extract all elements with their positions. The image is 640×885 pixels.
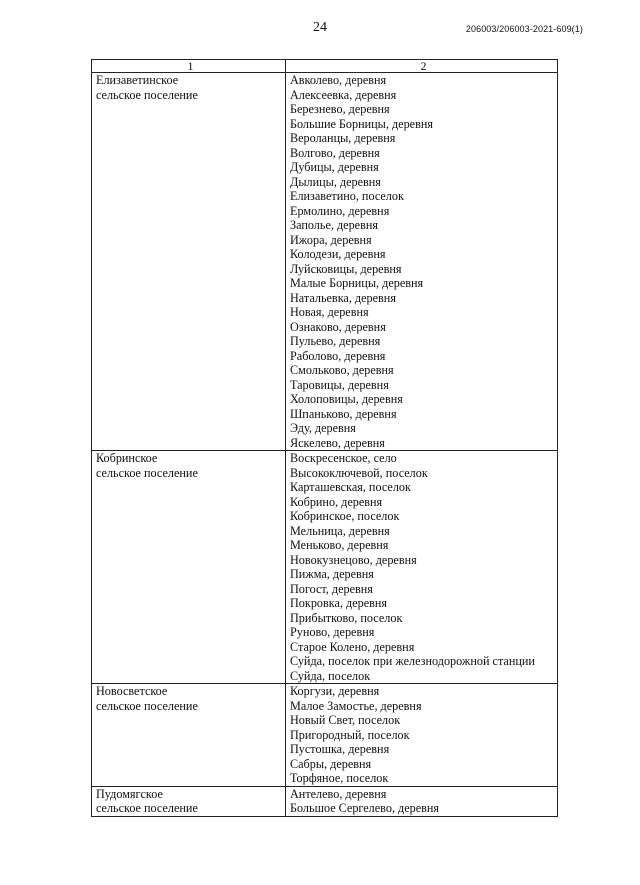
settlement-district-cell [92, 73, 286, 451]
locality-item: Руново, деревня [290, 625, 375, 639]
localities-cell [286, 73, 558, 451]
locality-item: Кобрино, деревня [290, 494, 383, 509]
locality-item: Карташевская, поселок [290, 480, 411, 494]
table-body [92, 60, 558, 817]
locality-item: Малые Борницы, деревня [290, 276, 424, 290]
locality-item: Яскелево, деревня [290, 435, 385, 450]
locality-item: Суйда, поселок при железнодорожной станции [290, 654, 535, 668]
district-name-line: Елизаветинское [96, 73, 179, 87]
locality-item: Ижора, деревня [290, 232, 372, 247]
locality-item: Эду, деревня [290, 421, 356, 435]
locality-item: Коргузи, деревня [290, 684, 380, 698]
district-name-line: сельское поселение [96, 698, 198, 713]
locality-item: Ознаково, деревня [290, 319, 386, 334]
table-row [92, 451, 558, 684]
page-number: 24 [313, 20, 327, 35]
locality-item: Пижма, деревня [290, 567, 374, 581]
locality-item: Высокоключевой, поселок [290, 465, 428, 480]
locality-item: Суйда, поселок [290, 668, 371, 683]
column-header-2: 2 [286, 60, 558, 73]
locality-item: Холоповицы, деревня [290, 392, 403, 406]
locality-item: Таровицы, деревня [290, 377, 389, 392]
settlements-table [91, 59, 558, 817]
locality-item: Шпаньково, деревня [290, 406, 397, 421]
settlement-district-cell [92, 684, 286, 787]
district-name-line: сельское поселение [96, 801, 198, 815]
column-header-1: 1 [92, 60, 286, 73]
locality-item: Новый Свет, поселок [290, 713, 401, 727]
district-name-line: сельское поселение [96, 465, 198, 480]
locality-item: Меньково, деревня [290, 538, 389, 552]
table-row [92, 684, 558, 787]
table-header-row [92, 60, 558, 73]
document-code: 206003/206003-2021-609(1) [465, 24, 583, 34]
district-name-line: Кобринское [96, 451, 158, 465]
locality-item: Мельница, деревня [290, 523, 390, 538]
localities-cell [286, 451, 558, 684]
locality-item: Большие Борницы, деревня [290, 116, 433, 131]
locality-item: Смольково, деревня [290, 363, 394, 377]
locality-item: Авколево, деревня [290, 73, 387, 87]
locality-item: Новая, деревня [290, 305, 369, 319]
locality-item: Антелево, деревня [290, 786, 387, 801]
locality-item: Вероланцы, деревня [290, 131, 396, 145]
locality-item: Старое Колено, деревня [290, 639, 415, 654]
locality-item: Торфяное, поселок [290, 771, 389, 785]
locality-item: Кобринское, поселок [290, 509, 400, 523]
locality-item: Погост, деревня [290, 581, 373, 596]
locality-item: Покровка, деревня [290, 596, 387, 610]
table-row [92, 786, 558, 816]
locality-item: Березнево, деревня [290, 102, 390, 116]
district-name-line: Новосветское [96, 684, 168, 698]
settlement-district-cell [92, 451, 286, 684]
locality-item: Пустошка, деревня [290, 742, 390, 756]
locality-item: Воскресенское, село [290, 451, 397, 465]
locality-item: Прибытково, поселок [290, 610, 403, 625]
locality-item: Волгово, деревня [290, 145, 380, 160]
locality-item: Елизаветино, поселок [290, 189, 404, 203]
locality-item: Сабры, деревня [290, 756, 372, 771]
locality-item: Заполье, деревня [290, 218, 378, 232]
locality-item: Натальевка, деревня [290, 290, 396, 305]
district-name-line: Пудомягское [96, 786, 163, 801]
localities-cell [286, 684, 558, 787]
locality-item: Пульево, деревня [290, 334, 381, 348]
locality-item: Раболово, деревня [290, 348, 386, 363]
locality-item: Малое Замостье, деревня [290, 698, 422, 713]
locality-item: Дылицы, деревня [290, 174, 381, 189]
locality-item: Пригородный, поселок [290, 727, 410, 742]
locality-item: Дубицы, деревня [290, 160, 379, 174]
locality-item: Луйсковицы, деревня [290, 261, 402, 276]
settlement-district-cell [92, 786, 286, 816]
locality-item: Новокузнецово, деревня [290, 552, 417, 567]
district-name-line: сельское поселение [96, 87, 198, 102]
localities-cell [286, 786, 558, 816]
locality-item: Большое Сергелево, деревня [290, 801, 440, 815]
locality-item: Колодези, деревня [290, 247, 386, 261]
locality-item: Алексеевка, деревня [290, 87, 397, 102]
table-row [92, 73, 558, 451]
locality-item: Ермолино, деревня [290, 203, 390, 218]
